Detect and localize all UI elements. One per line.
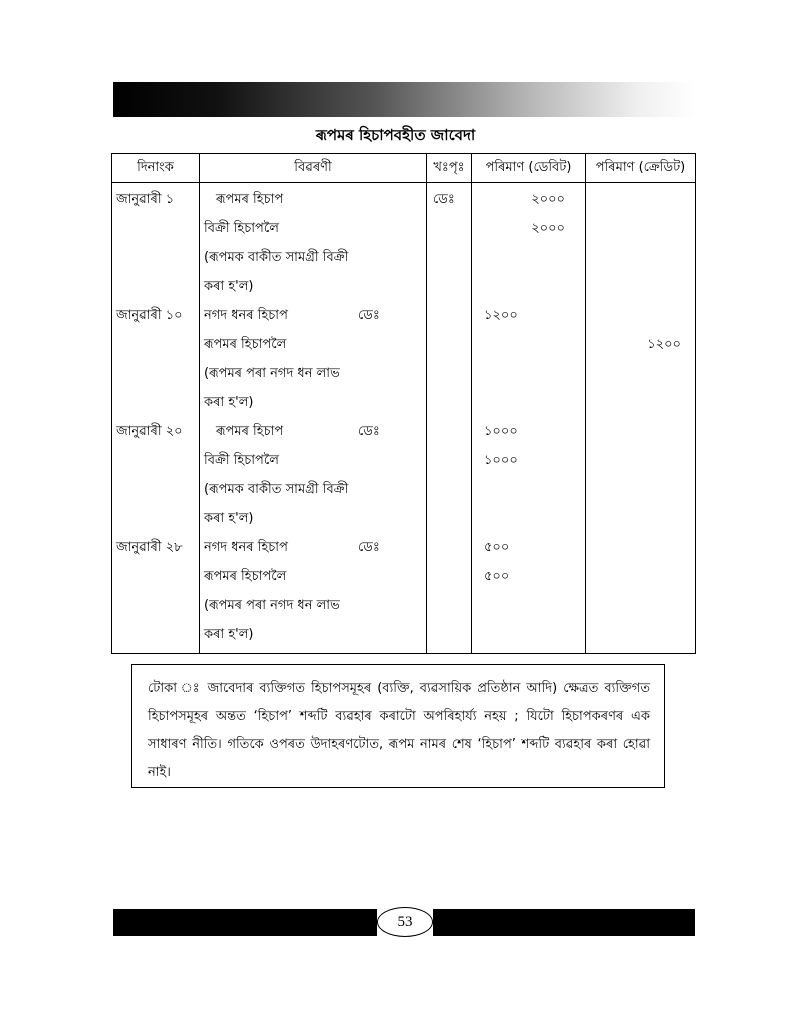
header-folio: খঃপৃঃ xyxy=(427,154,472,183)
particulars-text: (ৰূপমৰ পৰা নগদ ধন লাভ xyxy=(204,366,340,381)
cell-folio xyxy=(427,388,472,417)
cell-folio xyxy=(427,272,472,301)
cell-date xyxy=(112,620,200,654)
cell-folio xyxy=(427,359,472,388)
cell-date xyxy=(112,591,200,620)
cell-particulars xyxy=(200,591,427,620)
cell-debit: ১২০০ xyxy=(472,301,586,330)
cell-debit: ১০০০ xyxy=(472,446,586,475)
page-number: 53 xyxy=(377,907,433,937)
cell-folio xyxy=(427,214,472,243)
cell-debit xyxy=(472,591,586,620)
cell-credit xyxy=(586,272,696,301)
cell-debit: ৫০০ xyxy=(472,533,586,562)
cell-date xyxy=(112,359,200,388)
cell-date xyxy=(112,504,200,533)
particulars-text: (ৰূপমক বাকীত সামগ্ৰী বিক্ৰী xyxy=(204,482,349,497)
cell-date xyxy=(112,475,200,504)
cell-credit xyxy=(586,475,696,504)
table-row xyxy=(112,446,696,475)
particulars-text: ৰূপমৰ হিচাপলৈ xyxy=(204,569,287,584)
cell-particulars xyxy=(200,446,427,475)
cell-credit xyxy=(586,359,696,388)
cell-debit xyxy=(472,330,586,359)
cell-date: জানুৱাৰী ১ xyxy=(112,183,200,215)
header-gradient-band xyxy=(113,82,695,117)
cell-debit xyxy=(472,504,586,533)
cell-date: জানুৱাৰী ১০ xyxy=(112,301,200,330)
cell-debit xyxy=(472,388,586,417)
cell-credit xyxy=(586,446,696,475)
particulars-text: নগদ ধনৰ হিচাপ xyxy=(204,540,288,555)
cell-particulars xyxy=(200,417,427,446)
cell-particulars xyxy=(200,475,427,504)
cell-credit xyxy=(586,214,696,243)
cell-folio xyxy=(427,243,472,272)
cell-folio xyxy=(427,446,472,475)
cell-particulars xyxy=(200,243,427,272)
header-date: দিনাংক xyxy=(112,154,200,183)
page-title: ৰূপমৰ হিচাপবহীত জাবেদা xyxy=(315,126,476,144)
cell-particulars xyxy=(200,272,427,301)
cell-particulars xyxy=(200,388,427,417)
cell-credit xyxy=(586,620,696,654)
cell-date xyxy=(112,243,200,272)
table-row xyxy=(112,591,696,620)
cell-particulars xyxy=(200,504,427,533)
table-row xyxy=(112,214,696,243)
cell-credit xyxy=(586,243,696,272)
journal-body xyxy=(112,183,696,654)
journal-table xyxy=(111,153,696,654)
table-row xyxy=(112,475,696,504)
debit-marker: ডেঃ xyxy=(358,424,380,439)
cell-credit xyxy=(586,417,696,446)
cell-folio: ডেঃ xyxy=(427,183,472,215)
table-header-row xyxy=(112,154,696,183)
cell-date xyxy=(112,214,200,243)
particulars-text: ৰূপমৰ হিচাপ xyxy=(216,192,284,207)
header-particulars: বিৱৰণী xyxy=(200,154,427,183)
cell-debit xyxy=(472,475,586,504)
particulars-text: ৰূপমৰ হিচাপ xyxy=(216,424,284,439)
cell-particulars xyxy=(200,183,427,215)
cell-date xyxy=(112,330,200,359)
particulars-text: ৰূপমৰ হিচাপলৈ xyxy=(204,337,287,352)
particulars-text: কৰা হ'ল) xyxy=(204,279,254,294)
cell-date: জানুৱাৰী ২০ xyxy=(112,417,200,446)
table-row xyxy=(112,330,696,359)
particulars-text: নগদ ধনৰ হিচাপ xyxy=(204,308,288,323)
cell-debit xyxy=(472,272,586,301)
cell-debit: ১০০০ xyxy=(472,417,586,446)
cell-folio xyxy=(427,533,472,562)
cell-particulars xyxy=(200,301,427,330)
cell-folio xyxy=(427,417,472,446)
table-row xyxy=(112,388,696,417)
table-row xyxy=(112,562,696,591)
particulars-text: কৰা হ'ল) xyxy=(204,627,254,642)
particulars-text: (ৰূপমৰ পৰা নগদ ধন লাভ xyxy=(204,598,340,613)
cell-particulars xyxy=(200,562,427,591)
particulars-text: কৰা হ'ল) xyxy=(204,395,254,410)
footer-bar-left xyxy=(113,909,377,936)
cell-credit: ১২০০ xyxy=(586,330,696,359)
note-text: টোকা ঃ জাবেদাৰ ব্যক্তিগত হিচাপসমূহৰ (ব্যক্তি, ব্যৱসায়িক প্ৰতিষ্ঠান আদি) ক্ষেত্ৰত ব্যক্তিগত হিচাপসমূহৰ অন্তত ‘হিচাপ’ শব্দটি ব্যৱহাৰ কৰাটো অপৰিহাৰ্য্য নহয় ; যিটো হিচাপকৰণৰ এক সাধাৰণ নীতি। গতিকে ওপৰত উদাহৰণটোত, ৰূপম নামৰ শেষ ‘হিচাপ’ শব্দটি ব্যৱহাৰ কৰা হোৱা নাই। xyxy=(148,681,650,780)
cell-particulars xyxy=(200,330,427,359)
table-row xyxy=(112,417,696,446)
cell-folio xyxy=(427,475,472,504)
cell-particulars xyxy=(200,214,427,243)
cell-particulars xyxy=(200,533,427,562)
note-box xyxy=(131,664,665,788)
cell-debit: ২০০০ xyxy=(472,214,586,243)
cell-folio xyxy=(427,504,472,533)
cell-date xyxy=(112,388,200,417)
table-row xyxy=(112,301,696,330)
cell-credit xyxy=(586,533,696,562)
debit-marker: ডেঃ xyxy=(358,308,380,323)
cell-particulars xyxy=(200,620,427,654)
particulars-text: বিক্ৰী হিচাপলৈ xyxy=(204,453,279,468)
cell-debit: ২০০০ xyxy=(472,183,586,215)
particulars-text: কৰা হ'ল) xyxy=(204,511,254,526)
particulars-text: (ৰূপমক বাকীত সামগ্ৰী বিক্ৰী xyxy=(204,250,349,265)
cell-debit xyxy=(472,620,586,654)
header-credit: পৰিমাণ (ক্ৰেডিট) xyxy=(586,154,696,183)
table-row xyxy=(112,272,696,301)
cell-folio xyxy=(427,591,472,620)
cell-date: জানুৱাৰী ২৮ xyxy=(112,533,200,562)
table-row xyxy=(112,620,696,654)
cell-credit xyxy=(586,562,696,591)
cell-credit xyxy=(586,183,696,215)
table-row xyxy=(112,504,696,533)
table-row xyxy=(112,359,696,388)
table-row xyxy=(112,183,696,215)
cell-credit xyxy=(586,301,696,330)
footer-bar-right xyxy=(433,909,695,936)
table-row xyxy=(112,533,696,562)
cell-folio xyxy=(427,620,472,654)
cell-debit xyxy=(472,359,586,388)
cell-folio xyxy=(427,330,472,359)
cell-credit xyxy=(586,504,696,533)
debit-marker: ডেঃ xyxy=(358,540,380,555)
cell-date xyxy=(112,272,200,301)
cell-debit: ৫০০ xyxy=(472,562,586,591)
cell-debit xyxy=(472,243,586,272)
cell-date xyxy=(112,562,200,591)
cell-folio xyxy=(427,562,472,591)
particulars-text: বিক্ৰী হিচাপলৈ xyxy=(204,221,279,236)
cell-particulars xyxy=(200,359,427,388)
header-debit: পৰিমাণ (ডেবিট) xyxy=(472,154,586,183)
cell-date xyxy=(112,446,200,475)
cell-folio xyxy=(427,301,472,330)
table-row xyxy=(112,243,696,272)
cell-credit xyxy=(586,388,696,417)
cell-credit xyxy=(586,591,696,620)
